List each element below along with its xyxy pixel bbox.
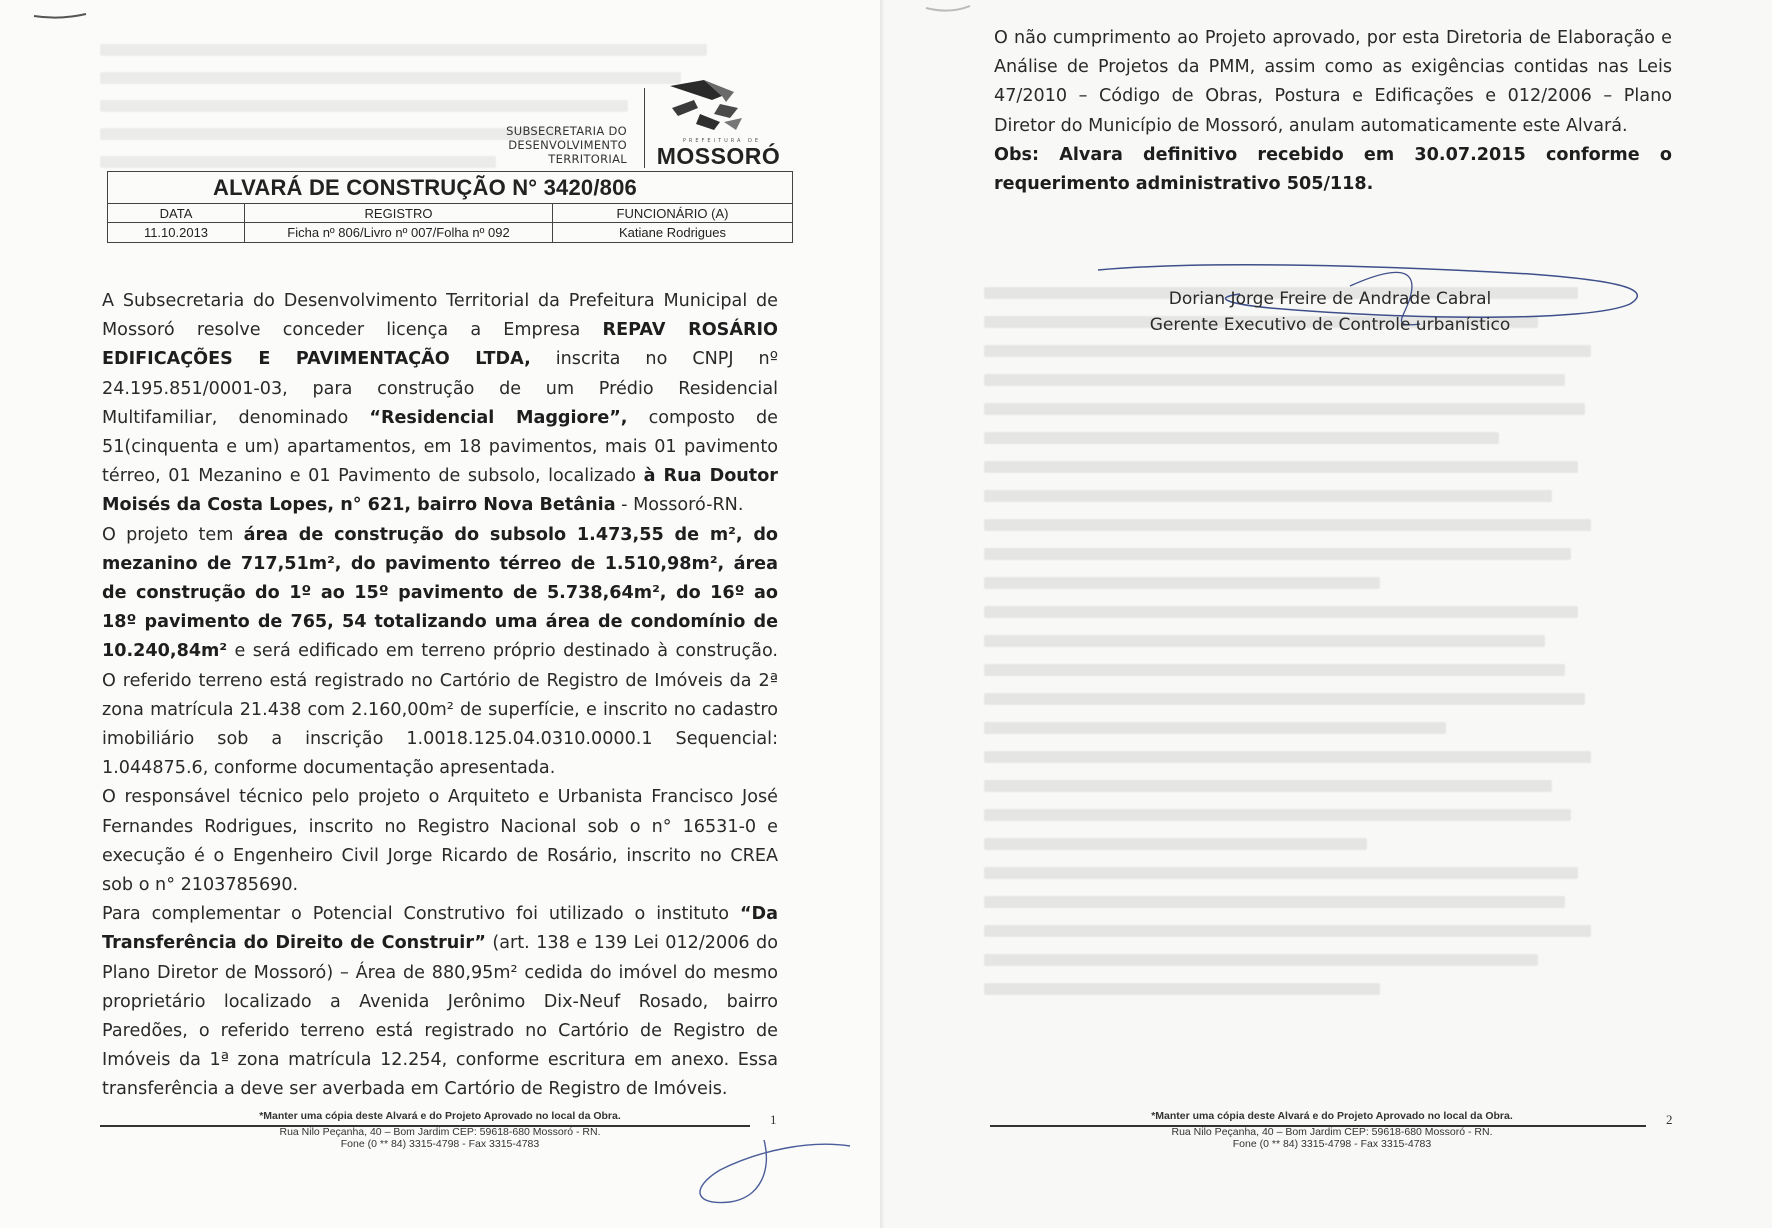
permit-employee: Katiane Rodrigues [553,223,793,243]
footer-note: *Manter uma cópia deste Alvará e do Projeto Aprovado no local da Obra. [259,1110,621,1122]
permit-registry: Ficha nº 806/Livro nº 007/Folha nº 092 [245,223,553,243]
page-number: 1 [770,1112,777,1127]
footer-address: Rua Nilo Peçanha, 40 – Bom Jardim CEP: 59618-680 Mossoró - RN. [279,1126,601,1138]
scan-mark [920,2,1000,18]
paragraph-technical-responsible: O responsável técnico pelo projeto o Arquiteto e Urbanista Francisco José Fernandes Rodrigues, inscrito no Registro Nacional sob o n° 16531-0 e execução é o Engenheiro Civil Jorge Ricardo de Rosário, inscrito no CREA sob o n° 2103785690. [102,787,778,896]
signer-name: Dorian Jorge Freire de Andrade Cabral [1168,289,1492,309]
permit-title: ALVARÁ DE CONSTRUÇÃO N° 3420/806 [108,172,793,204]
footer [180,1110,700,1150]
permit-header-table [107,171,793,243]
logo-caption: PREFEITURA DE [682,138,762,144]
mossoro-logo-icon [664,78,774,138]
logo-wordmark: MOSSORÓ [656,143,781,169]
permit-date: 11.10.2013 [108,223,245,243]
department-name [505,124,627,166]
footer-note: *Manter uma cópia deste Alvará e do Projeto Aprovado no local da Obra. [1151,1110,1513,1122]
page-number: 2 [1666,1112,1673,1127]
observation-note: Obs: Alvara definitivo recebido em 30.07.2015 conforme o requerimento administrativo 505/118. [994,144,1672,195]
scan-mark [30,4,90,24]
paragraph-construction-area: O projeto tem área de construção do subsolo 1.473,55 de m², do mezanino de 717,51m², do pavimento térreo de 1.510,98m², área de construção do 1º ao 15º pavimento de 5.738,64m², do 16º ao 18º pavimento de 765, 54 totalizando uma área de condomínio de 10.240,84m² e será edificado em terreno próprio destinado à construção. O referido terreno está registrado no Cartório de Registro de Imóveis da 2ª zona matrícula 21.438 com 2.160,00m² de superfície, e inscrito no cadastro imobiliário sob a inscrição 1.0018.125.04.0310.0000.1 Sequencial: 1.044875.6, conforme documentação apresentada. [102,524,779,779]
department-line-2: DESENVOLVIMENTO [508,138,627,152]
pen-stroke [690,1110,880,1210]
signature-block [1110,286,1550,338]
footer-phone: Fone (0 ** 84) 3315-4798 - Fax 3315-4783 [1232,1138,1432,1150]
department-line-1: SUBSECRETARIA DO [506,124,627,138]
footer [1072,1110,1592,1150]
paragraph-transfer-rights: Para complementar o Potencial Construtivo foi utilizado o instituto “Da Transferência do Direito de Construir” (art. 138 e 139 Lei 012/2006 do Plano Diretor de Mossoró) – Área de 880,95m² cedida do imóvel do mesmo proprietário localizado a Avenida Jerônimo Dix-Neuf Rosado, bairro Paredões, o referido terreno está registrado no Cartório de Registro de Imóveis da 1ª zona matrícula 12.254, conforme escritura em anexo. Essa transferência a deve ser averbada em Cartório de Registro de Imóveis. [102,904,778,1100]
page-2-body [994,24,1672,199]
document-page-1 [0,0,884,1228]
footer-address: Rua Nilo Peçanha, 40 – Bom Jardim CEP: 59618-680 Mossoró - RN. [1171,1126,1493,1138]
header-divider [644,88,645,168]
column-header-funcionario: FUNCIONÁRIO (A) [553,204,793,223]
column-header-data: DATA [108,204,245,223]
paragraph-license: A Subsecretaria do Desenvolvimento Territorial da Prefeitura Municipal de Mossoró resolve conceder licença a Empresa REPAV ROSÁRIO EDIFICAÇÕES E PAVIMENTAÇÃO LTDA, inscrita no CNPJ nº 24.195.851/0001-03, para construção de um Prédio Residencial Multifamiliar, denominado “Residencial Maggiore”, composto de 51(cinquenta e um) apartamentos, em 18 pavimentos, mais 01 pavimento térreo, 01 Mezanino e 01 Pavimento de subsolo, localizado à Rua Doutor Moisés da Costa Lopes, n° 621, bairro Nova Betânia - Mossoró-RN. [102,291,779,516]
department-line-3: TERRITORIAL [548,152,627,166]
bleed-through-text [984,270,1644,1090]
paragraph-compliance-warning: O não cumprimento ao Projeto aprovado, por esta Diretoria de Elaboração e Análise de Projetos da PMM, assim como as exigências contidas nas Leis 47/2010 – Código de Obras, Postura e Edificações e 012/2006 – Plano Diretor do Município de Mossoró, anulam automaticamente este Alvará. [994,28,1672,136]
permit-body [102,287,778,1105]
column-header-registro: REGISTRO [245,204,553,223]
footer-phone: Fone (0 ** 84) 3315-4798 - Fax 3315-4783 [340,1138,540,1150]
signer-title: Gerente Executivo de Controle urbanístico [1149,315,1511,335]
